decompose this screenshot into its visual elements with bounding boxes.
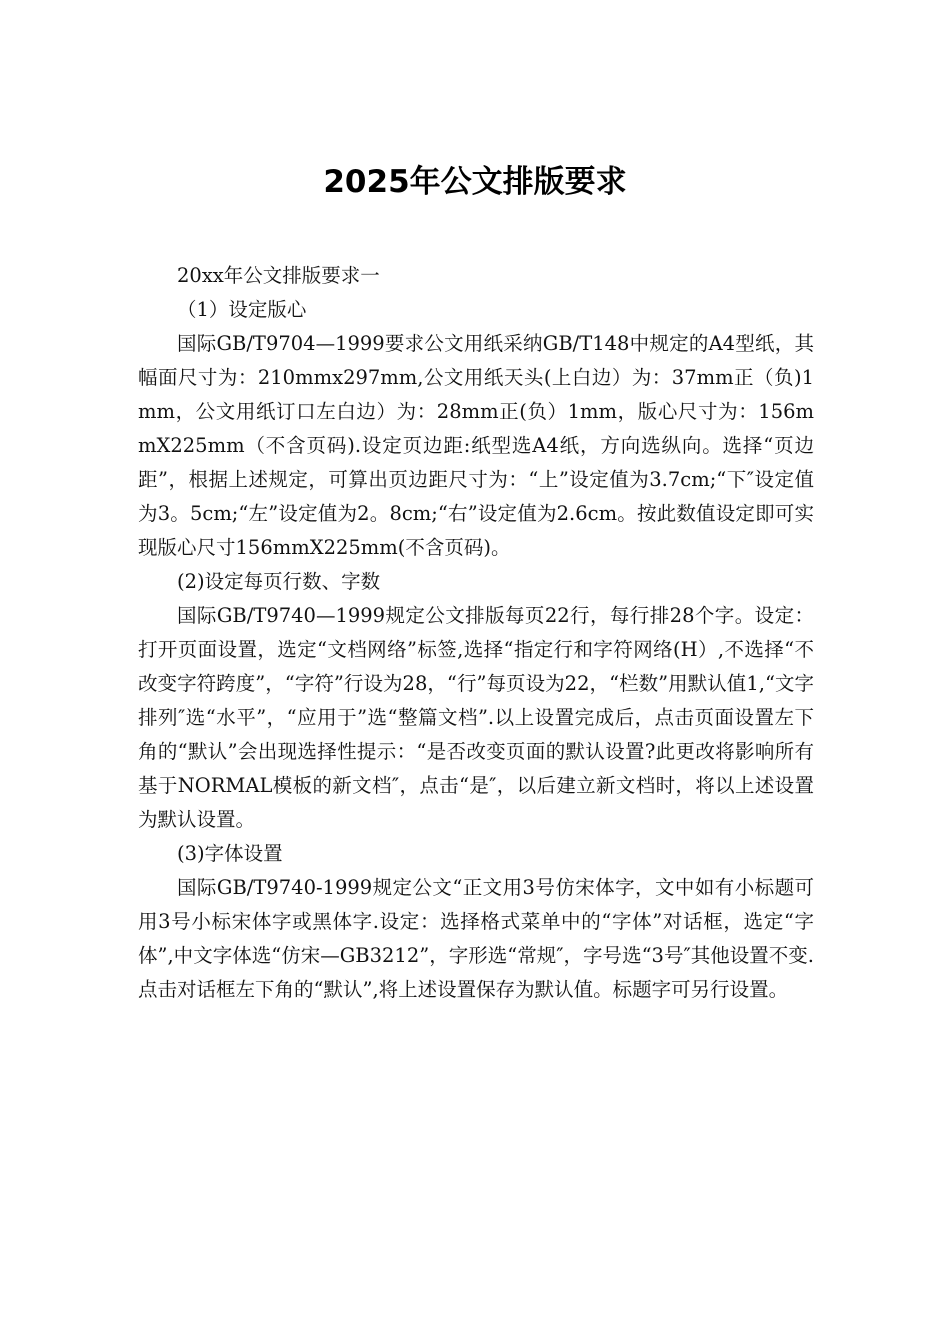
section-heading: 20xx年公文排版要求一	[177, 264, 380, 287]
document-title: 2025年公文排版要求	[323, 164, 627, 200]
body-paragraph-2: 国际GB/T9740—1999规定公文排版每页22行，每行排28个字。设定：打开页面设置，选定“文档网络”标签,选择“指定行和字符网络(H）,不选择“不改变字符跨度”，“字符”行设为28，“行”每页设为22，“栏数”用默认值1,“文字排列″选“水平”，“应用于”选“整篇文档”.以上设置完成后，点击页面设置左下角的“默认”会出现选择性提示：“是否改变页面的默认设置?此更改将影响所有基于NORMAL模板的新文档″，点击“是″，以后建立新文档时，将以上述设置为默认设置。	[138, 604, 814, 831]
document-body	[138, 259, 814, 1007]
body-paragraph-1: 国际GB/T9704—1999要求公文用纸采纳GB/T148中规定的A4型纸，其幅面尺寸为：210mmx297mm,公文用纸天头(上白边）为：37mm正（负)1mm，公文用纸订口左白边）为：28mm正(负）1mm，版心尺寸为：156mmX225mm（不含页码).设定页边距:纸型选A4纸，方向选纵向。选择“页边距”，根据上述规定，可算出页边距尺寸为：“上”设定值为3.7cm;“下″设定值为3。5cm;“左”设定值为2。8cm;“右”设定值为2.6cm。按此数值设定即可实现版心尺寸156mmX225mm(不含页码)。	[138, 332, 814, 559]
body-paragraph-3: 国际GB/T9740-1999规定公文“正文用3号仿宋体字，文中如有小标题可用3号小标宋体字或黑体字.设定：选择格式菜单中的“字体”对话框，选定“字体”,中文字体选“仿宋—GB3212”，字形选“常规″，字号选“3号″其他设置不变.点击对话框左下角的“默认”,将上述设置保存为默认值。标题字可另行设置。	[138, 876, 814, 1001]
subsection-heading-1: （1）设定版心	[177, 298, 307, 321]
subsection-heading-3: (3)字体设置	[177, 842, 283, 865]
subsection-heading-2: (2)设定每页行数、字数	[177, 570, 381, 593]
